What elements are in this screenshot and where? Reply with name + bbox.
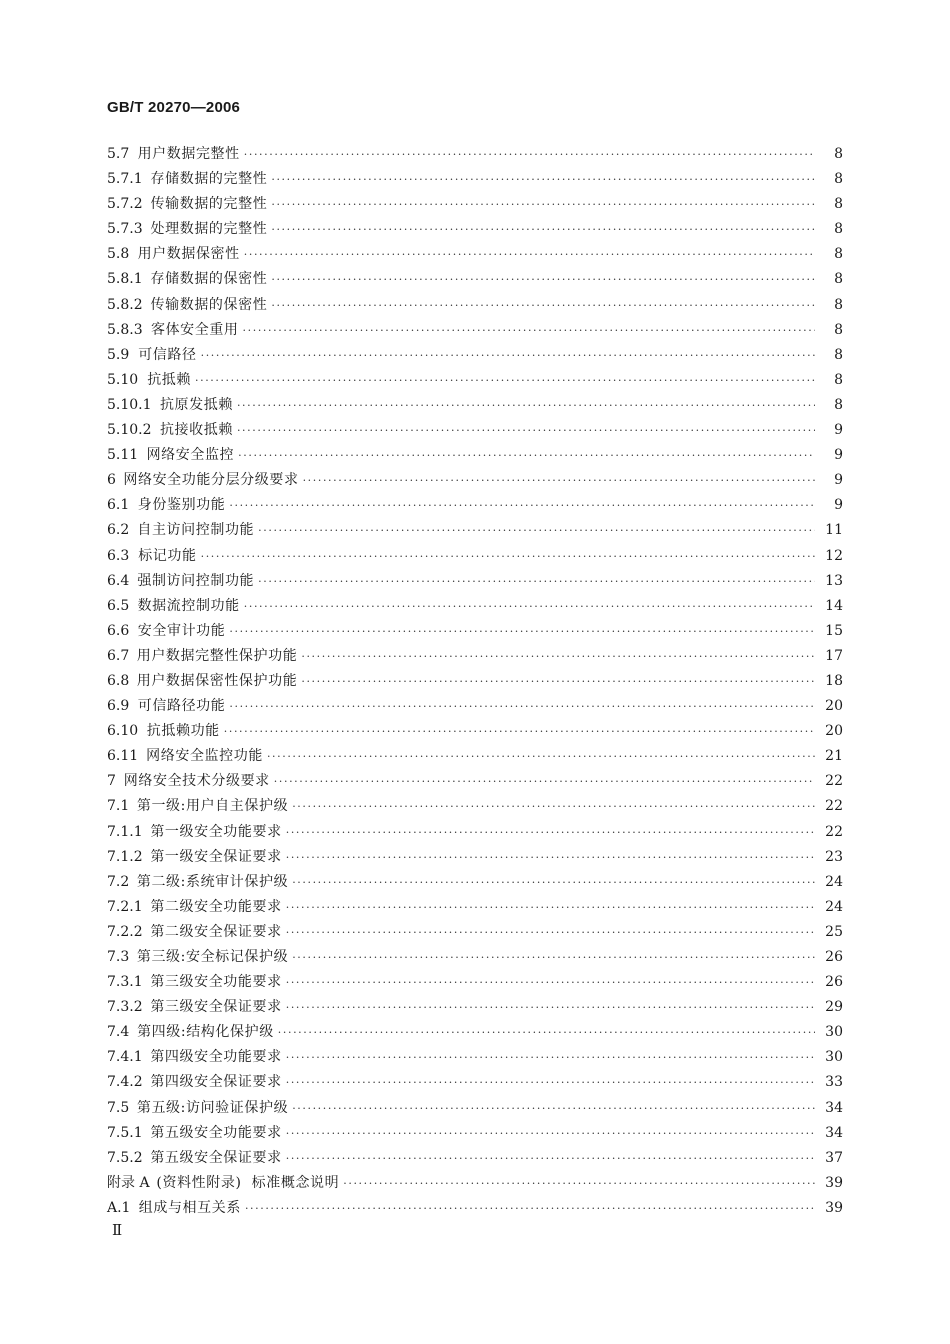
toc-entry-title: 网络安全技术分级要求 [123,773,270,790]
toc-entry-title: 抗接收抵赖 [159,422,233,439]
toc-entry-number: 7.3 [107,949,130,965]
toc-dot-leader [243,318,815,343]
toc-entry-title: 第二级安全功能要求 [150,898,282,915]
toc-entry[interactable] [107,945,843,970]
toc-entry-number: 7.2.2 [107,923,143,940]
toc-dot-leader [258,518,815,543]
toc-entry-title: 传输数据的保密性 [150,296,268,313]
toc-entry-page: 9 [834,422,843,439]
toc-entry-page: 8 [834,346,843,363]
toc-entry-title: (资料性附录) 标准概念说明 [156,1174,340,1191]
toc-entry-number: 5.8.3 [107,321,143,338]
toc-entry-page: 29 [825,999,843,1016]
toc-entry-page: 20 [825,698,843,715]
toc-entry[interactable] [107,1096,843,1121]
toc-dot-leader [258,569,815,594]
toc-dot-leader [237,393,815,418]
toc-entry-page: 39 [825,1174,843,1191]
toc-entry[interactable] [107,820,843,845]
toc-entry[interactable] [107,619,843,644]
toc-entry-title: 抗原发抵赖 [159,396,233,413]
toc-dot-leader [278,1020,815,1045]
toc-entry[interactable] [107,418,843,443]
toc-entry[interactable] [107,644,843,669]
toc-entry-page: 30 [825,1024,843,1041]
toc-entry[interactable] [107,920,843,945]
toc-dot-leader [229,694,815,719]
toc-entry-number: 7.3.1 [107,974,143,991]
toc-entry[interactable] [107,544,843,569]
toc-dot-leader [229,493,815,518]
toc-entry[interactable] [107,393,843,418]
toc-dot-leader [286,1070,815,1095]
toc-entry[interactable] [107,443,843,468]
toc-entry-title: 安全审计功能 [137,622,226,639]
toc-dot-leader [274,769,815,794]
toc-dot-leader [245,1196,815,1221]
toc-dot-leader [286,1045,815,1070]
toc-entry[interactable] [107,769,843,794]
toc-entry-title: 第二级:系统审计保护级 [136,873,289,890]
toc-entry[interactable] [107,594,843,619]
toc-entry-page: 26 [825,949,843,965]
toc-entry[interactable] [107,669,843,694]
toc-entry-page: 26 [825,974,843,991]
toc-entry[interactable] [107,569,843,594]
toc-entry-page: 9 [834,497,843,514]
toc-entry[interactable] [107,794,843,819]
toc-entry-number: 5.11 [107,447,139,464]
toc-entry-page: 9 [834,472,843,489]
toc-dot-leader [224,719,815,744]
toc-entry-page: 30 [825,1049,843,1066]
toc-dot-leader [195,368,815,393]
toc-dot-leader [244,242,815,267]
toc-entry-number: 5.7 [107,146,130,162]
toc-entry-page: 34 [825,1099,843,1116]
toc-entry-title: 第一级安全功能要求 [150,823,282,840]
toc-entry-number: 6.1 [107,497,130,514]
toc-entry-title: 可信路径 [138,346,197,363]
toc-entry-page: 11 [825,522,843,539]
toc-entry-page: 8 [834,371,843,388]
toc-entry-number: 6.3 [107,547,130,564]
toc-dot-leader [343,1171,815,1196]
toc-entry-number: 5.8.2 [107,296,143,313]
toc-entry-page: 8 [834,146,843,162]
toc-entry-title: 第四级安全功能要求 [150,1049,282,1066]
toc-entry-number: 5.8.1 [107,271,143,288]
toc-entry[interactable] [107,518,843,543]
toc-entry-title: 第三级安全功能要求 [150,974,282,991]
toc-entry-title: 第四级安全保证要求 [150,1074,282,1091]
toc-dot-leader [244,594,815,619]
toc-entry-title: 数据流控制功能 [137,597,240,614]
toc-entry-title: 客体安全重用 [150,321,239,338]
toc-dot-leader [267,744,815,769]
toc-entry-title: 可信路径功能 [137,698,226,715]
toc-dot-leader [201,544,815,569]
toc-entry-number: 7.1 [107,798,130,815]
toc-entry[interactable] [107,1146,843,1171]
toc-dot-leader [244,142,815,167]
toc-entry-page: 24 [825,873,843,890]
toc-entry[interactable] [107,192,843,217]
toc-entry-title: 抗抵赖功能 [146,723,220,740]
toc-dot-leader [271,192,815,217]
toc-entry-number: 5.8 [107,246,130,263]
toc-entry-page: 20 [825,723,843,740]
toc-entry-number: 附录 A [107,1174,150,1191]
toc-dot-leader [271,217,815,242]
toc-entry-page: 18 [825,672,843,689]
toc-dot-leader [271,167,815,192]
toc-entry[interactable] [107,694,843,719]
toc-entry-title: 网络安全监控 [146,447,235,464]
toc-entry[interactable] [107,267,843,292]
toc-entry[interactable] [107,1020,843,1045]
toc-dot-leader [237,418,815,443]
toc-entry-title: 自主访问控制功能 [137,522,255,539]
toc-entry[interactable] [107,1171,843,1196]
toc-entry-title: 抗抵赖 [147,371,191,388]
toc-entry-title: 第四级:结构化保护级 [137,1024,274,1041]
toc-entry-title: 组成与相互关系 [138,1199,241,1216]
toc-entry-number: 5.7.3 [107,221,143,238]
toc-dot-leader [201,343,815,368]
toc-dot-leader [286,845,815,870]
toc-entry-page: 14 [825,597,843,614]
toc-entry-number: 7.4.2 [107,1074,143,1091]
toc-entry[interactable] [107,493,843,518]
toc-entry-page: 8 [834,271,843,288]
toc-entry-title: 第一级安全保证要求 [150,848,282,865]
toc-entry-number: 5.10.1 [107,396,152,413]
toc-entry-page: 33 [825,1074,843,1091]
toc-dot-leader [301,644,815,669]
toc-entry[interactable] [107,744,843,769]
toc-entry-number: 7.3.2 [107,999,143,1016]
toc-entry-title: 存储数据的保密性 [150,271,268,288]
toc-entry-page: 22 [825,823,843,840]
toc-entry-page: 24 [825,898,843,915]
toc-entry-page: 13 [825,572,843,589]
toc-entry[interactable] [107,1196,843,1221]
toc-entry-number: 6.11 [107,748,139,765]
toc-entry-number: 7 [107,773,116,790]
toc-entry-number: 7.5.1 [107,1124,143,1141]
toc-entry-title: 第一级:用户自主保护级 [136,798,289,815]
toc-entry-page: 21 [825,748,843,765]
toc-entry-title: 网络安全监控功能 [146,748,263,765]
toc-dot-leader [286,895,815,920]
toc-entry-page: 8 [834,171,843,188]
toc-entry-number: 6.10 [107,723,139,740]
toc-dot-leader [303,468,815,493]
toc-dot-leader [286,970,815,995]
toc-entry-page: 17 [825,647,843,664]
toc-entry-number: 5.10.2 [107,422,152,439]
toc-dot-leader [286,1146,815,1171]
toc-entry-title: 第五级:访问验证保护级 [136,1099,289,1116]
toc-entry-page: 8 [834,396,843,413]
toc-entry-title: 网络安全功能分层分级要求 [123,472,299,489]
toc-dot-leader [292,870,815,895]
toc-entry[interactable] [107,242,843,267]
toc-entry[interactable] [107,1045,843,1070]
toc-entry-page: 8 [834,221,843,238]
toc-entry-number: 6.2 [107,522,130,539]
toc-entry-number: 7.1.1 [107,823,143,840]
toc-entry-page: 22 [825,773,843,790]
toc-entry-page: 9 [834,447,843,464]
toc-entry-number: 6.4 [107,572,130,589]
toc-entry-number: 5.7.1 [107,171,143,188]
toc-entry-page: 8 [834,246,843,263]
toc-entry-page: 37 [825,1149,843,1166]
toc-entry[interactable] [107,1121,843,1146]
toc-entry-number: 6.9 [107,698,130,715]
toc-dot-leader [286,1121,815,1146]
toc-entry[interactable] [107,468,843,493]
toc-entry[interactable] [107,217,843,242]
toc-entry[interactable] [107,368,843,393]
toc-dot-leader [271,267,815,292]
toc-dot-leader [286,995,815,1020]
toc-dot-leader [271,293,815,318]
toc-entry-title: 第二级安全保证要求 [150,923,282,940]
toc-entry-title: 用户数据保密性 [137,246,240,263]
toc-entry-number: 7.5 [107,1099,130,1116]
toc-entry-page: 39 [825,1199,843,1216]
toc-entry-title: 处理数据的完整性 [150,221,268,238]
toc-dot-leader [286,920,815,945]
toc-dot-leader [292,945,815,970]
toc-entry-number: 7.4.1 [107,1049,143,1066]
toc-entry-title: 身份鉴别功能 [137,497,226,514]
toc-entry-page: 23 [825,848,843,865]
toc-dot-leader [229,619,815,644]
toc-dot-leader [238,443,815,468]
toc-entry-number: 5.10 [107,371,139,388]
toc-entry[interactable] [107,870,843,895]
toc-entry-number: 7.1.2 [107,848,143,865]
toc-entry-title: 第五级安全保证要求 [150,1149,282,1166]
toc-entry-title: 第三级安全保证要求 [150,999,282,1016]
toc-entry[interactable] [107,318,843,343]
toc-entry-page: 15 [825,622,843,639]
toc-entry-page: 22 [825,798,843,815]
toc-entry-number: 5.9 [107,346,130,363]
toc-entry-title: 强制访问控制功能 [137,572,255,589]
table-of-contents [107,142,843,1221]
toc-entry-number: 6.5 [107,597,130,614]
toc-entry[interactable] [107,970,843,995]
toc-entry-page: 34 [825,1124,843,1141]
page-number-footer: Ⅱ [112,1221,123,1239]
toc-entry-page: 8 [834,321,843,338]
toc-dot-leader [292,794,815,819]
toc-entry[interactable] [107,167,843,192]
toc-dot-leader [301,669,815,694]
toc-entry-title: 传输数据的完整性 [150,196,268,213]
toc-entry-number: A.1 [107,1199,131,1216]
toc-entry[interactable] [107,142,843,167]
toc-entry-page: 25 [825,923,843,940]
toc-entry-page: 8 [834,296,843,313]
toc-entry-number: 6.8 [107,672,130,689]
toc-entry-number: 6 [107,472,116,489]
toc-entry-title: 用户数据保密性保护功能 [136,672,298,689]
toc-dot-leader [292,1096,815,1121]
toc-entry-title: 用户数据完整性 [137,146,240,162]
toc-entry-number: 6.6 [107,622,130,639]
toc-entry-title: 第五级安全功能要求 [150,1124,282,1141]
toc-entry-title: 存储数据的完整性 [150,171,268,188]
toc-entry[interactable] [107,719,843,744]
toc-entry-number: 6.7 [107,647,130,664]
toc-entry-number: 7.2 [107,873,130,890]
toc-entry-number: 7.2.1 [107,898,143,915]
toc-entry[interactable] [107,845,843,870]
toc-entry-title: 用户数据完整性保护功能 [136,647,298,664]
toc-entry[interactable] [107,995,843,1020]
standard-number-header: GB/T 20270—2006 [107,99,241,116]
toc-entry-title: 标记功能 [138,547,197,564]
toc-entry-page: 12 [825,547,843,564]
toc-entry-number: 5.7.2 [107,196,143,213]
toc-entry-number: 7.5.2 [107,1149,143,1166]
toc-entry[interactable] [107,343,843,368]
toc-dot-leader [286,820,815,845]
toc-entry[interactable] [107,1070,843,1095]
toc-entry[interactable] [107,293,843,318]
toc-entry[interactable] [107,895,843,920]
toc-entry-page: 8 [834,196,843,213]
toc-entry-number: 7.4 [107,1024,130,1041]
toc-entry-title: 第三级:安全标记保护级 [136,949,289,965]
